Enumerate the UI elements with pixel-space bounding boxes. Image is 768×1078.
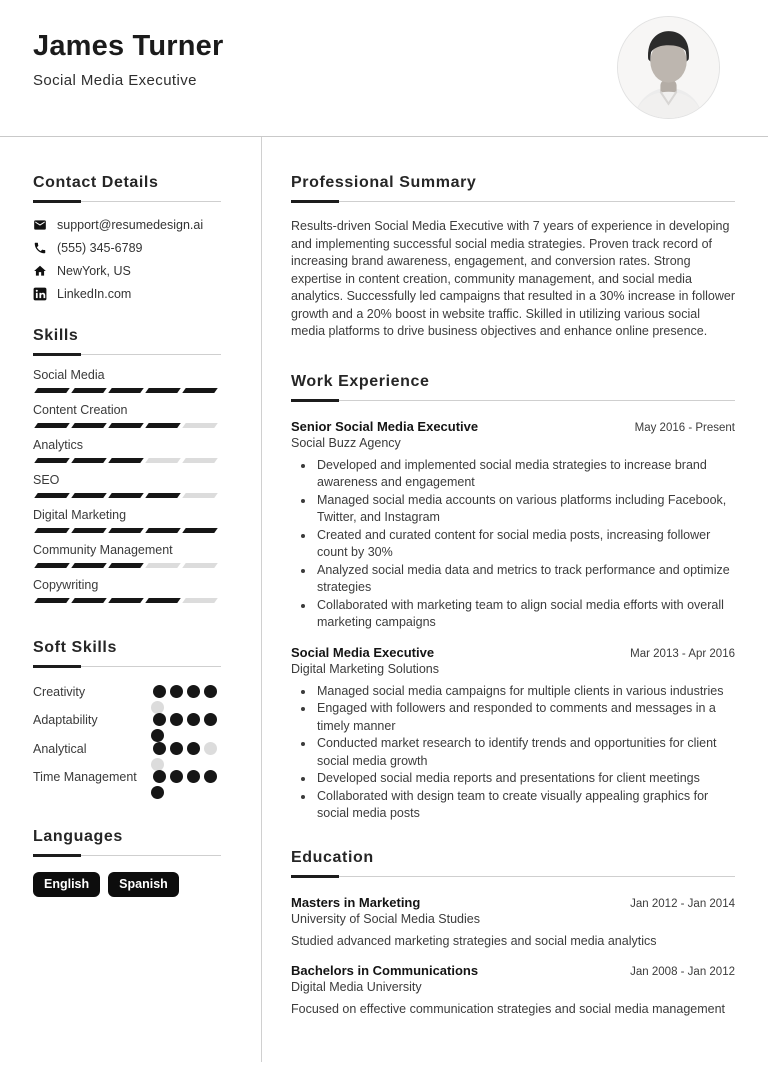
skill-bar-segment — [145, 423, 181, 428]
soft-skill-name: Adaptability — [33, 713, 98, 728]
skill-item — [33, 508, 221, 533]
rating-dot — [204, 770, 217, 783]
skill-bar-segment — [34, 528, 70, 533]
job-bullet: • Developed and implemented social media strategies to increase brand awareness and engagement — [315, 457, 735, 492]
job-bullet: • Managed social media campaigns for multiple clients in various industries — [315, 683, 735, 701]
soft-skill-rating — [153, 685, 221, 698]
soft-skill-name: Time Management — [33, 770, 137, 785]
rating-dot — [187, 713, 200, 726]
linkedin-icon — [33, 287, 47, 301]
skill-item — [33, 543, 221, 568]
skill-bar-segment — [108, 423, 144, 428]
contact-item[interactable] — [33, 218, 221, 232]
soft-skills-section — [33, 639, 221, 788]
skill-bar-segment — [182, 458, 218, 463]
skill-name: Copywriting — [33, 578, 99, 592]
soft-skill-item — [33, 768, 221, 787]
skill-level-bar — [36, 493, 221, 498]
job-dates: May 2016 - Present — [634, 421, 735, 434]
skill-bar-segment — [182, 598, 218, 603]
school-name: Digital Media University — [291, 979, 422, 994]
experience-list — [291, 401, 735, 823]
home-icon — [33, 264, 47, 278]
rating-dot — [153, 685, 166, 698]
skill-bar-segment — [71, 493, 107, 498]
header — [0, 0, 768, 137]
skill-bar-segment — [145, 563, 181, 568]
language-badge: Spanish — [108, 872, 179, 897]
education-section-title: Education — [291, 849, 735, 877]
job-bullet: • Collaborated with design team to create visually appealing graphics for social media posts — [315, 788, 735, 823]
languages-list — [33, 856, 221, 897]
skill-name: Analytics — [33, 438, 84, 452]
skill-bar-segment — [108, 598, 144, 603]
soft-skill-name: Analytical — [33, 741, 87, 756]
skill-level-bar — [36, 423, 221, 428]
summary-section — [291, 174, 735, 341]
skill-bar-segment — [108, 563, 144, 568]
skill-bar-segment — [145, 493, 181, 498]
skill-level-bar — [36, 388, 221, 393]
rating-dot — [170, 770, 183, 783]
contact-section-title: Contact Details — [33, 174, 221, 202]
experience-entry-header — [291, 645, 735, 660]
contact-item[interactable] — [33, 264, 221, 278]
skill-bar-segment — [71, 563, 107, 568]
skill-bar-segment — [34, 493, 70, 498]
skill-item — [33, 368, 221, 393]
skill-bar-segment — [71, 528, 107, 533]
skills-section-title: Skills — [33, 327, 221, 355]
skill-bar-segment — [182, 563, 218, 568]
skill-bar-segment — [145, 388, 181, 393]
skill-item — [33, 473, 221, 498]
skill-name: Digital Marketing — [33, 508, 127, 522]
skill-bar-segment — [145, 528, 181, 533]
main-content — [262, 137, 768, 1062]
degree-dates: Jan 2008 - Jan 2012 — [630, 965, 735, 978]
job-role: Senior Social Media Executive — [291, 418, 479, 434]
job-bullet: • Developed social media reports and presentations for client meetings — [315, 770, 735, 788]
degree-description: Studied advanced marketing strategies and social media analytics — [291, 933, 657, 948]
skill-level-bar — [36, 598, 221, 603]
contact-section — [33, 174, 221, 301]
education-list — [291, 877, 735, 1018]
rating-dot — [187, 742, 200, 755]
soft-skill-item — [33, 711, 221, 730]
skill-bar-segment — [145, 458, 181, 463]
skill-level-bar — [36, 528, 221, 533]
skill-bar-segment — [34, 423, 70, 428]
skill-item — [33, 403, 221, 428]
skill-bar-segment — [108, 528, 144, 533]
skill-bar-segment — [182, 528, 218, 533]
degree-description: Focused on effective communication strategies and social media management — [291, 1001, 726, 1016]
email-icon — [33, 218, 47, 232]
summary-section-title: Professional Summary — [291, 174, 735, 202]
contact-item-text: support@resumedesign.ai — [57, 218, 204, 232]
education-entry-header — [291, 895, 735, 910]
rating-dot — [151, 786, 164, 799]
rating-dot — [153, 742, 166, 755]
languages-section-title: Languages — [33, 828, 221, 856]
education-entry-header — [291, 963, 735, 978]
contact-item-text: (555) 345-6789 — [57, 241, 143, 255]
content-columns — [0, 137, 768, 1062]
job-bullet-list — [291, 683, 735, 823]
rating-dot — [187, 685, 200, 698]
education-entry — [291, 895, 735, 950]
skill-bar-segment — [34, 598, 70, 603]
job-bullet: • Created and curated content for social media posts, increasing follower count by 30% — [315, 527, 735, 562]
skill-name: Community Management — [33, 543, 173, 557]
soft-skill-item — [33, 740, 221, 759]
skill-item — [33, 438, 221, 463]
rating-dot — [170, 713, 183, 726]
experience-section-title: Work Experience — [291, 373, 735, 401]
contact-item-text: NewYork, US — [57, 264, 131, 278]
degree-dates: Jan 2012 - Jan 2014 — [630, 897, 735, 910]
skill-name: Social Media — [33, 368, 105, 382]
job-company: Digital Marketing Solutions — [291, 661, 439, 676]
phone-icon — [33, 241, 47, 255]
skill-bar-segment — [108, 388, 144, 393]
skill-bar-segment — [71, 388, 107, 393]
skill-name: Content Creation — [33, 403, 128, 417]
skill-bar-segment — [34, 563, 70, 568]
contact-item-text: LinkedIn.com — [57, 287, 132, 301]
experience-entry — [291, 645, 735, 823]
school-name: University of Social Media Studies — [291, 911, 480, 926]
skills-list — [33, 355, 221, 603]
skill-bar-segment — [182, 493, 218, 498]
education-entry — [291, 963, 735, 1018]
soft-skill-item — [33, 683, 221, 702]
skill-bar-segment — [182, 388, 218, 393]
experience-section — [291, 373, 735, 823]
job-bullet: • Managed social media accounts on various platforms including Facebook, Twitter, and Instagram — [315, 492, 735, 527]
job-bullet: • Conducted market research to identify trends and opportunities for client social media growth — [315, 735, 735, 770]
person-name: James Turner — [33, 30, 224, 62]
experience-entry — [291, 419, 735, 632]
rating-dot — [151, 758, 164, 771]
job-dates: Mar 2013 - Apr 2016 — [630, 647, 735, 660]
profile-photo — [617, 16, 720, 119]
contact-item[interactable] — [33, 287, 221, 301]
skill-bar-segment — [145, 598, 181, 603]
language-badge: English — [33, 872, 100, 897]
soft-skill-rating — [153, 742, 221, 755]
skill-item — [33, 578, 221, 603]
contact-list — [33, 202, 221, 301]
rating-dot — [204, 742, 217, 755]
skill-level-bar — [36, 563, 221, 568]
degree-name: Masters in Marketing — [291, 894, 421, 910]
soft-skill-name: Creativity — [33, 685, 86, 699]
avatar-illustration — [618, 17, 719, 118]
soft-skills-section-title: Soft Skills — [33, 639, 221, 667]
rating-dot — [204, 713, 217, 726]
job-bullet: • Collaborated with marketing team to align social media efforts with overall marketing campaigns — [315, 597, 735, 632]
skill-bar-segment — [182, 423, 218, 428]
person-title: Social Media Executive — [33, 72, 197, 89]
skill-bar-segment — [34, 458, 70, 463]
rating-dot — [204, 685, 217, 698]
rating-dot — [170, 685, 183, 698]
experience-entry-header — [291, 419, 735, 434]
job-bullet: • Engaged with followers and responded to comments and messages in a timely manner — [315, 700, 735, 735]
job-company: Social Buzz Agency — [291, 435, 401, 450]
skill-bar-segment — [71, 423, 107, 428]
skills-section — [33, 327, 221, 603]
soft-skill-rating — [153, 713, 221, 726]
summary-text: Results-driven Social Media Executive with 7 years of experience in developing and implementing successful social media strategies. Proven track record of increasing brand awareness, engagement, and conversion rates. Strong expertise in content creation, community management, and social media analytics. Successfully led campaigns that resulted in a 30% increase in follower growth and a 20% boost in website traffic. Skilled in utilizing various social media platforms to drive business objectives and enhance online presence. — [291, 219, 735, 338]
rating-dot — [187, 770, 200, 783]
rating-dot — [170, 742, 183, 755]
sidebar — [0, 137, 262, 1062]
job-bullet-list — [291, 457, 735, 632]
job-role: Social Media Executive — [291, 644, 435, 660]
soft-skill-rating — [153, 770, 221, 783]
rating-dot — [151, 701, 164, 714]
soft-skills-list — [33, 667, 221, 788]
contact-item[interactable] — [33, 241, 221, 255]
languages-section — [33, 828, 221, 897]
job-bullet: • Analyzed social media data and metrics to track performance and optimize strategies — [315, 562, 735, 597]
skill-name: SEO — [33, 473, 60, 487]
rating-dot — [153, 713, 166, 726]
skill-bar-segment — [71, 458, 107, 463]
rating-dot — [153, 770, 166, 783]
skill-bar-segment — [108, 458, 144, 463]
skill-bar-segment — [34, 388, 70, 393]
education-section — [291, 849, 735, 1018]
degree-name: Bachelors in Communications — [291, 962, 479, 978]
skill-bar-segment — [71, 598, 107, 603]
skill-level-bar — [36, 458, 221, 463]
skill-bar-segment — [108, 493, 144, 498]
